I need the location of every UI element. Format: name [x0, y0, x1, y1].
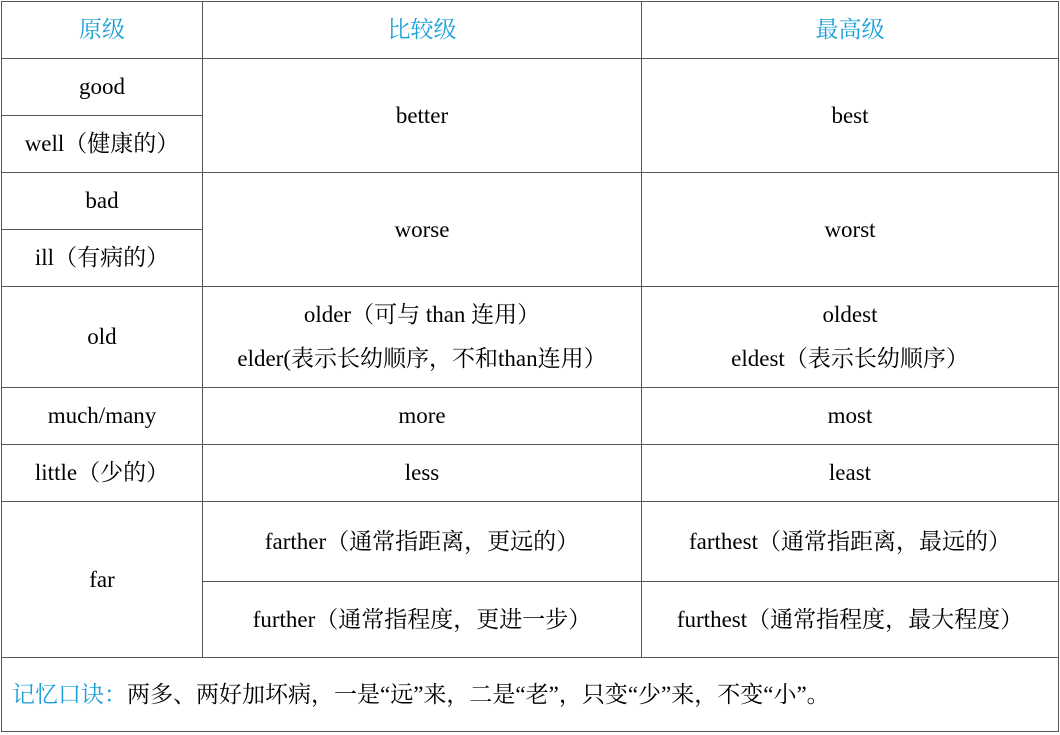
cell-most: most	[642, 388, 1059, 445]
cell-older-elder	[203, 287, 642, 388]
table-row	[2, 388, 1059, 445]
table-row	[2, 173, 1059, 230]
cell-old: old	[2, 287, 203, 388]
cell-little: little（少的）	[2, 445, 203, 502]
cell-less: less	[203, 445, 642, 502]
cell-good: good	[2, 59, 203, 116]
cell-further: further（通常指程度，更进一步）	[203, 582, 642, 658]
cell-ill: ill（有病的）	[2, 230, 203, 287]
older-text: older（可与 than 连用）	[303, 302, 541, 328]
cell-oldest-eldest	[642, 287, 1059, 388]
header-superlative: 最高级	[642, 2, 1059, 59]
mnemonic-text: 两多、两好加坏病，一是“远”来，二是“老”，只变“少”来，不变“小”。	[127, 681, 830, 707]
cell-well: well（健康的）	[2, 116, 203, 173]
table-row	[2, 287, 1059, 388]
header-positive: 原级	[2, 2, 203, 59]
header-comparative: 比较级	[203, 2, 642, 59]
header-row	[2, 2, 1059, 59]
cell-furthest: furthest（通常指程度，最大程度）	[642, 582, 1059, 658]
cell-much-many: much/many	[2, 388, 203, 445]
cell-better: better	[203, 59, 642, 173]
cell-bad: bad	[2, 173, 203, 230]
mnemonic-row	[2, 658, 1059, 732]
elder-text: elder(表示长幼顺序，不和than连用）	[237, 346, 607, 371]
cell-more: more	[203, 388, 642, 445]
mnemonic-label: 记忆口诀：	[12, 681, 127, 707]
mnemonic-cell	[2, 658, 1059, 732]
cell-worse: worse	[203, 173, 642, 287]
cell-farthest: farthest（通常指距离，最远的）	[642, 502, 1059, 582]
cell-farther: farther（通常指距离，更远的）	[203, 502, 642, 582]
eldest-text: eldest（表示长幼顺序）	[731, 346, 969, 371]
cell-best: best	[642, 59, 1059, 173]
table-row	[2, 59, 1059, 116]
cell-worst: worst	[642, 173, 1059, 287]
table-row	[2, 445, 1059, 502]
cell-least: least	[642, 445, 1059, 502]
cell-far: far	[2, 502, 203, 658]
comparison-table	[1, 1, 1059, 732]
oldest-text: oldest	[822, 302, 878, 328]
table-row	[2, 502, 1059, 582]
